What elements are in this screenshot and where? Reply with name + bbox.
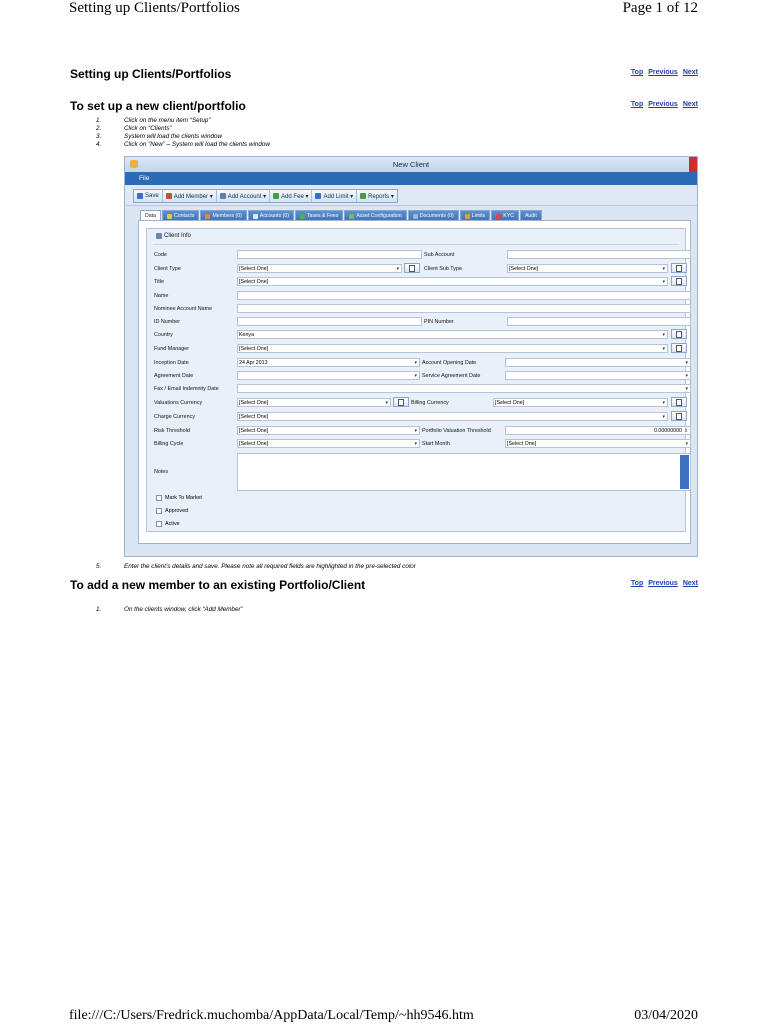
dropdown-arrow-icon: ▾ (685, 360, 688, 366)
title-select[interactable] (237, 277, 668, 286)
inception-date-picker[interactable] (237, 358, 420, 367)
service-agreement-date-label: Service Agreement Date (422, 373, 481, 379)
member-icon (166, 193, 172, 199)
country-label: Country (154, 332, 173, 338)
accounts-icon (253, 214, 258, 219)
reports-label: Reports ▾ (368, 193, 394, 200)
data-tab-panel (138, 220, 691, 544)
account-icon (220, 193, 226, 199)
start-month-label: Start Month (422, 441, 450, 447)
title-label: Title (154, 279, 164, 285)
list-item (96, 606, 243, 613)
dropdown-arrow-icon: ▾ (396, 266, 399, 272)
close-icon[interactable] (689, 157, 697, 172)
agreement-date-picker[interactable] (237, 371, 420, 380)
portfolio-valuation-threshold-label: Portfolio Valuation Threshold (422, 428, 491, 434)
dropdown-arrow-icon: ▾ (414, 441, 417, 447)
title-lookup-button[interactable] (671, 276, 687, 286)
list-item (96, 125, 270, 133)
dropdown-arrow-icon: ▾ (662, 332, 665, 338)
client-type-value: [Select One] (239, 266, 269, 272)
fax-email-indemnity-date-picker[interactable] (237, 384, 691, 393)
window-title: New Client (392, 160, 430, 169)
billing-currency-value: [Select One] (495, 400, 525, 406)
tab-label: Limits (471, 213, 486, 219)
nav-top-link[interactable]: Top (630, 101, 644, 108)
mark-to-market-checkbox[interactable] (156, 495, 202, 501)
step-text: System will load the clients window (124, 133, 222, 140)
dropdown-arrow-icon: ▾ (685, 441, 688, 447)
spinner-icon[interactable]: ⇕ (683, 428, 688, 434)
dollar-icon (300, 214, 305, 219)
risk-threshold-select[interactable] (237, 426, 420, 435)
dropdown-arrow-icon: ▾ (685, 373, 688, 379)
fund-manager-label: Fund Manager (154, 346, 190, 352)
page-footer-date: 03/04/2020 (634, 1008, 698, 1023)
kyc-icon (496, 214, 501, 219)
risk-threshold-value: [Select One] (239, 428, 269, 434)
members-icon (205, 214, 210, 219)
tab-label: KYC (503, 213, 514, 219)
tab-audit[interactable]: Audit (520, 210, 542, 221)
client-type-select[interactable] (237, 264, 402, 273)
service-agreement-date-picker[interactable] (505, 371, 691, 380)
nav-previous-link[interactable]: Previous (648, 580, 678, 587)
pin-number-field[interactable] (507, 317, 691, 326)
nominee-account-name-label: Nominee Account Name (154, 306, 213, 312)
reports-icon (360, 193, 366, 199)
dropdown-arrow-icon: ▾ (662, 346, 665, 352)
documents-icon (413, 214, 418, 219)
step-text: Click on “Clients” (124, 125, 172, 132)
name-label: Name (154, 293, 169, 299)
inception-date-value: 24 Apr 2013 (239, 360, 268, 366)
step-number: 4. (96, 141, 102, 148)
fund-manager-lookup-button[interactable] (671, 343, 687, 353)
dropdown-arrow-icon: ▾ (414, 428, 417, 434)
page-header-title: Setting up Clients/Portfolios (69, 0, 240, 16)
checkbox-label: Active (165, 521, 180, 527)
list-item (96, 141, 270, 149)
fee-icon (273, 193, 279, 199)
add-account-button[interactable] (217, 190, 270, 202)
menu-bar (125, 172, 697, 185)
add-limit-label: Add Limit ▾ (323, 193, 354, 200)
checkbox-label: Mark To Market (165, 495, 203, 501)
client-info-title (156, 233, 191, 239)
checkbox-box[interactable] (156, 495, 162, 501)
list-item (96, 117, 270, 125)
step-text: Click on the menu item “Setup” (124, 117, 211, 124)
sub-account-field[interactable] (507, 250, 691, 259)
client-icon (156, 233, 162, 239)
tab-label: Taxes & Fees (306, 213, 339, 219)
dropdown-arrow-icon: ▾ (685, 386, 688, 392)
nominee-account-name-field[interactable] (237, 304, 691, 313)
asset-icon (349, 214, 354, 219)
step-number: 3. (96, 133, 102, 140)
agreement-date-label: Agreement Date (154, 373, 194, 379)
dropdown-arrow-icon: ▾ (414, 360, 417, 366)
billing-cycle-value: [Select One] (239, 441, 269, 447)
account-opening-date-picker[interactable] (505, 358, 691, 367)
client-sub-type-select[interactable] (507, 264, 668, 273)
dropdown-arrow-icon: ▾ (662, 414, 665, 420)
billing-currency-label: Billing Currency (411, 400, 449, 406)
portfolio-valuation-threshold-value: 0.00000000 (654, 428, 682, 434)
group-divider (153, 244, 679, 245)
valuations-currency-value: [Select One] (239, 400, 269, 406)
section-heading-setting-up: Setting up Clients/Portfolios (70, 67, 232, 81)
dropdown-arrow-icon: ▾ (662, 266, 665, 272)
charge-currency-select[interactable] (237, 412, 668, 421)
nav-top-link[interactable]: Top (630, 580, 644, 587)
step-number: 1. (96, 606, 102, 613)
section-heading-new-client: To set up a new client/portfolio (70, 99, 246, 113)
nav-top-link[interactable]: Top (630, 69, 644, 76)
valuations-currency-lookup-button[interactable] (393, 397, 409, 407)
save-button[interactable] (134, 190, 163, 202)
code-field[interactable] (237, 250, 422, 259)
tab-label: Contacts (173, 213, 195, 219)
steps-list (96, 117, 270, 149)
dropdown-arrow-icon: ▾ (385, 400, 388, 406)
checkbox-label: Approved (165, 508, 189, 514)
fund-manager-value: [Select One] (239, 346, 269, 352)
step-text: On the clients window, click “Add Member” (124, 606, 243, 613)
charge-currency-label: Charge Currency (154, 414, 196, 420)
nav-links-3 (626, 580, 698, 587)
tab-label: Documents (0) (419, 213, 454, 219)
add-member-button[interactable] (163, 190, 217, 202)
nav-previous-link[interactable]: Previous (648, 101, 678, 108)
nav-links-2 (626, 101, 698, 108)
step-number: 2. (96, 125, 102, 132)
tab-data[interactable]: Data (140, 210, 161, 221)
client-type-lookup-button[interactable] (404, 263, 420, 273)
menu-file[interactable]: File (139, 175, 150, 182)
save-button-label: Save (145, 193, 159, 199)
tab-strip (140, 210, 543, 220)
sub-account-label: Sub Account (424, 252, 455, 258)
nav-next-link[interactable]: Next (682, 69, 698, 76)
client-sub-type-label: Client Sub Type (424, 266, 462, 272)
limit-icon (315, 193, 321, 199)
step-text: Enter the client’s details and save. Please note all required fields are highlighted in the pre-selected color (124, 563, 416, 570)
add-fee-button[interactable] (270, 190, 312, 202)
id-number-field[interactable] (237, 317, 422, 326)
add-account-label: Add Account ▾ (227, 193, 267, 200)
checkbox-box[interactable] (156, 508, 162, 514)
valuations-currency-select[interactable] (237, 398, 391, 407)
billing-currency-select[interactable] (493, 398, 668, 407)
dropdown-arrow-icon: ▾ (662, 400, 665, 406)
add-member-label: Add Member ▾ (173, 193, 213, 200)
step-text: Click on “New” – System will load the clients window (124, 141, 270, 148)
step-number: 5. (96, 563, 102, 570)
country-select[interactable] (237, 330, 668, 339)
valuations-currency-label: Valuations Currency (154, 400, 203, 406)
pin-number-label: PIN Number (424, 319, 454, 325)
country-lookup-button[interactable] (671, 329, 687, 339)
nav-next-link[interactable]: Next (682, 580, 698, 587)
code-label: Code (154, 252, 167, 258)
page-indicator: Page 1 of 12 (622, 0, 698, 16)
title-value: [Select One] (239, 279, 269, 285)
name-field[interactable] (237, 291, 691, 300)
limits-icon (465, 214, 470, 219)
list-item (96, 133, 270, 141)
charge-currency-lookup-button[interactable] (671, 411, 687, 421)
save-icon (137, 193, 143, 199)
step-number: 1. (96, 117, 102, 124)
id-number-label: ID Number (154, 319, 181, 325)
toolbar (125, 185, 697, 206)
country-value: Kenya (239, 332, 255, 338)
reports-button[interactable] (357, 190, 397, 202)
client-info-group (146, 228, 686, 532)
dropdown-arrow-icon: ▾ (662, 279, 665, 285)
approved-checkbox[interactable] (156, 508, 188, 514)
tab-label: Asset Configuration (356, 213, 402, 219)
risk-threshold-label: Risk Threshold (154, 428, 190, 434)
list-item (96, 563, 416, 570)
billing-cycle-select[interactable] (237, 439, 420, 448)
section-heading-add-member: To add a new member to an existing Portfolio/Client (70, 578, 366, 592)
checkbox-box[interactable] (156, 521, 162, 527)
contacts-icon (167, 214, 172, 219)
page-footer-path: file:///C:/Users/Fredrick.muchomba/AppData/Local/Temp/~hh9546.htm (69, 1008, 474, 1023)
new-client-window (124, 156, 698, 557)
toolbar-group (133, 189, 398, 203)
fund-manager-select[interactable] (237, 344, 668, 353)
client-type-label: Client Type (154, 266, 181, 272)
nav-previous-link[interactable]: Previous (648, 69, 678, 76)
active-checkbox[interactable] (156, 521, 180, 527)
add-limit-button[interactable] (312, 190, 357, 202)
add-fee-label: Add Fee ▾ (281, 193, 309, 200)
client-sub-type-value: [Select One] (509, 266, 539, 272)
start-month-select[interactable] (505, 439, 691, 448)
charge-currency-value: [Select One] (239, 414, 269, 420)
notes-label: Notes (154, 469, 169, 475)
tab-label: Accounts (0) (259, 213, 289, 219)
window-titlebar (125, 157, 697, 172)
client-sub-type-lookup-button[interactable] (671, 263, 687, 273)
start-month-value: [Select One] (507, 441, 537, 447)
tab-label: Members (0) (212, 213, 242, 219)
account-opening-date-label: Account Opening Date (422, 360, 477, 366)
notes-textarea[interactable] (237, 453, 691, 491)
inception-date-label: Inception Date (154, 360, 189, 366)
billing-cycle-label: Billing Cycle (154, 441, 184, 447)
nav-links-1 (626, 69, 698, 76)
dropdown-arrow-icon: ▾ (414, 373, 417, 379)
group-title-text: Client Info (164, 233, 192, 239)
fax-email-indemnity-date-label: Fax / Email Indemnity Date (154, 386, 219, 392)
nav-next-link[interactable]: Next (682, 101, 698, 108)
billing-currency-lookup-button[interactable] (671, 397, 687, 407)
portfolio-valuation-threshold-spinner[interactable] (505, 426, 691, 435)
notes-scrollbar[interactable] (680, 455, 689, 489)
